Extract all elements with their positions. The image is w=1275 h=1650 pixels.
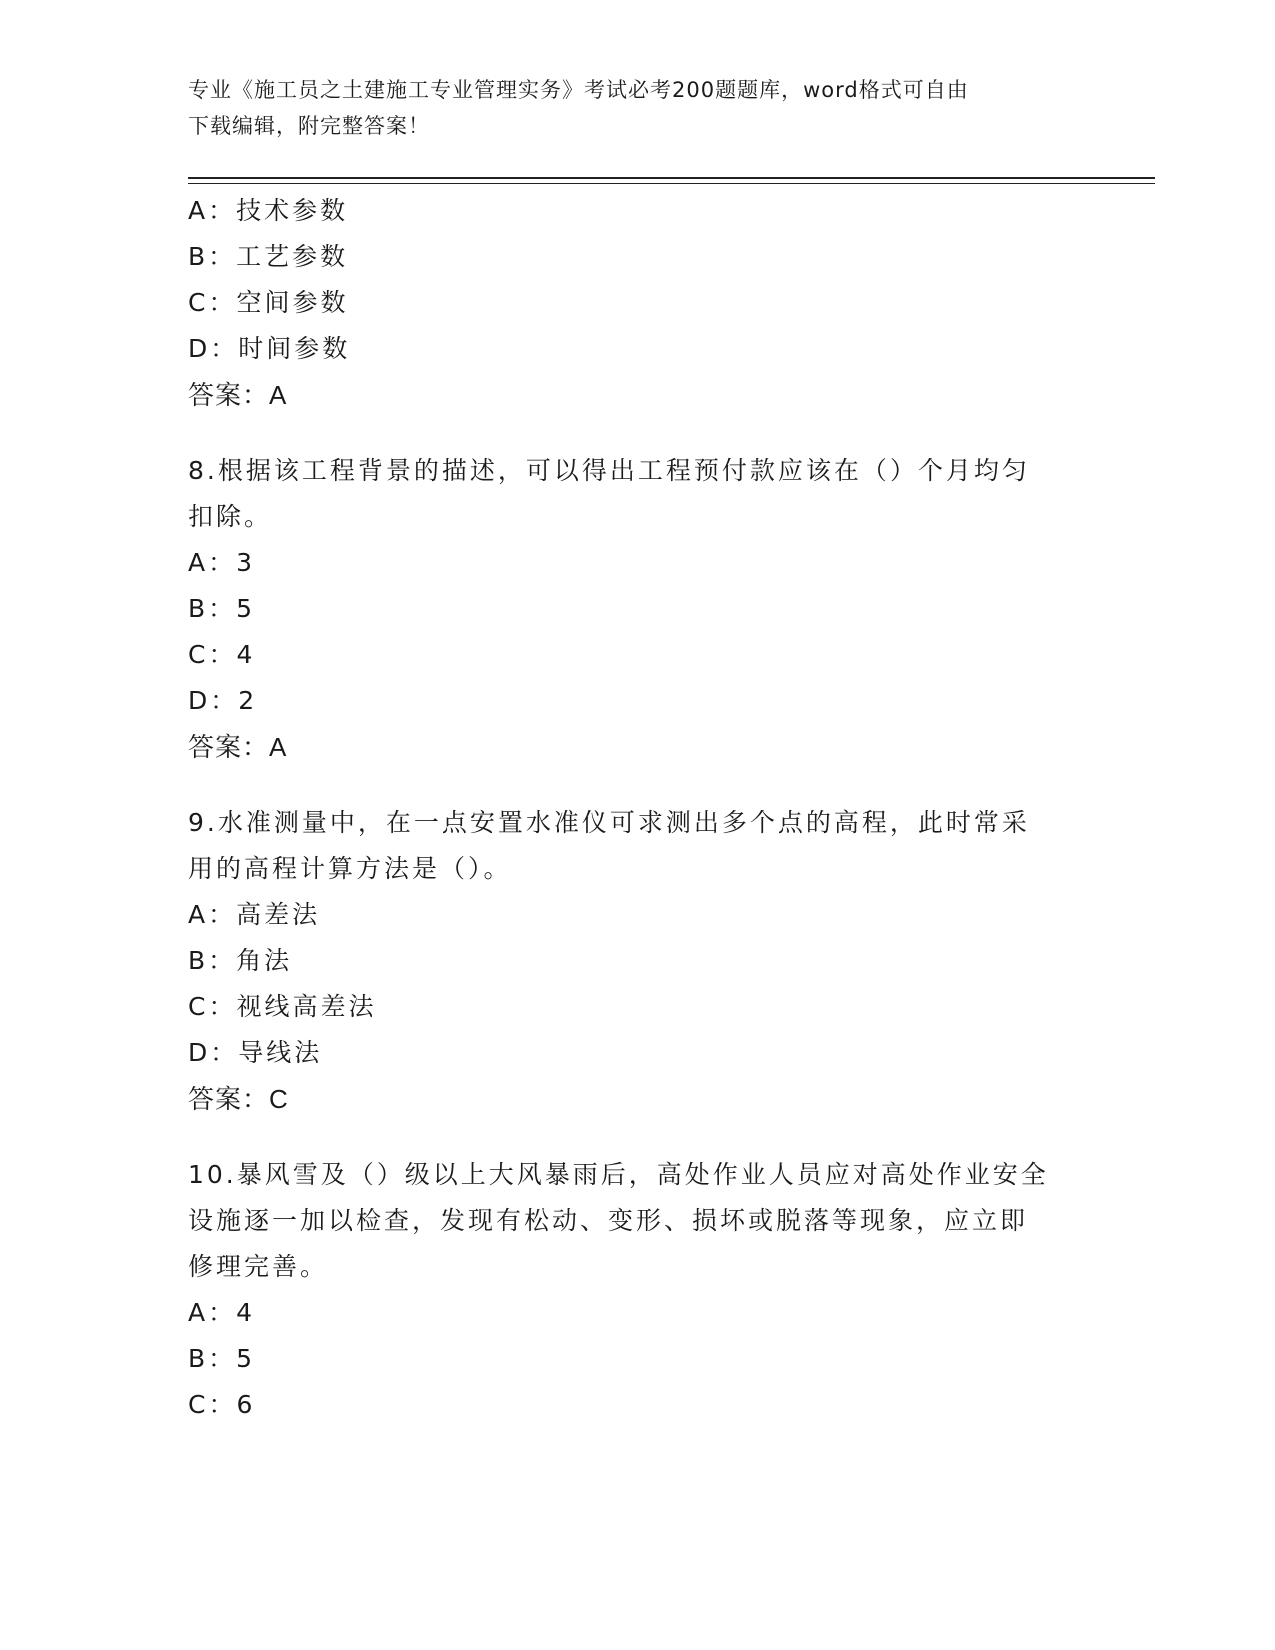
- question-spacer: [188, 770, 1088, 800]
- option-c: C：空间参数: [188, 288, 349, 317]
- option-b: B：工艺参数: [188, 242, 349, 271]
- answer: 答案：A: [188, 380, 288, 410]
- question-9: [188, 800, 1088, 1122]
- option-a: A：3: [188, 548, 256, 577]
- option-c: C：4: [188, 640, 256, 669]
- answer: 答案：C: [188, 1084, 289, 1114]
- question-8: [188, 448, 1088, 770]
- option-c: C：6: [188, 1390, 256, 1419]
- question-stem-line-2: 设施逐一加以检查，发现有松动、变形、损坏或脱落等现象，应立即: [188, 1206, 1029, 1235]
- header-title-line-2: 下载编辑，附完整答案！: [188, 114, 430, 138]
- question-stem-line-1: 8.根据该工程背景的描述，可以得出工程预付款应该在（）个月均匀: [188, 456, 1030, 485]
- option-a: A：4: [188, 1298, 256, 1327]
- question-spacer: [188, 1122, 1088, 1152]
- option-b: B：5: [188, 594, 256, 623]
- question-spacer: [188, 418, 1088, 448]
- question-stem-line-3: 修理完善。: [188, 1252, 329, 1281]
- question-7: [188, 188, 1088, 418]
- option-c: C：视线高差法: [188, 992, 377, 1021]
- option-d: D：2: [188, 686, 258, 715]
- option-d: D：导线法: [188, 1038, 323, 1067]
- question-stem-line-2: 用的高程计算方法是（）。: [188, 854, 512, 883]
- option-d: D：时间参数: [188, 334, 351, 363]
- question-stem-line-1: 10.暴风雪及（）级以上大风暴雨后，高处作业人员应对高处作业安全: [188, 1160, 1049, 1189]
- header-divider-thin: [188, 183, 1155, 184]
- answer: 答案：A: [188, 732, 288, 762]
- header-title-line-1: 专业《施工员之土建施工专业管理实务》考试必考200题题库，word格式可自由: [188, 78, 969, 102]
- header-divider-thick: [188, 177, 1155, 179]
- document-header: [188, 72, 1068, 144]
- question-10: [188, 1152, 1088, 1428]
- question-stem-line-2: 扣除。: [188, 502, 273, 531]
- option-b: B：5: [188, 1344, 256, 1373]
- question-list: [188, 188, 1088, 1428]
- option-a: A：高差法: [188, 900, 321, 929]
- option-a: A：技术参数: [188, 196, 349, 225]
- question-stem-line-1: 9.水准测量中，在一点安置水准仪可求测出多个点的高程，此时常采: [188, 808, 1030, 837]
- option-b: B：角法: [188, 946, 293, 975]
